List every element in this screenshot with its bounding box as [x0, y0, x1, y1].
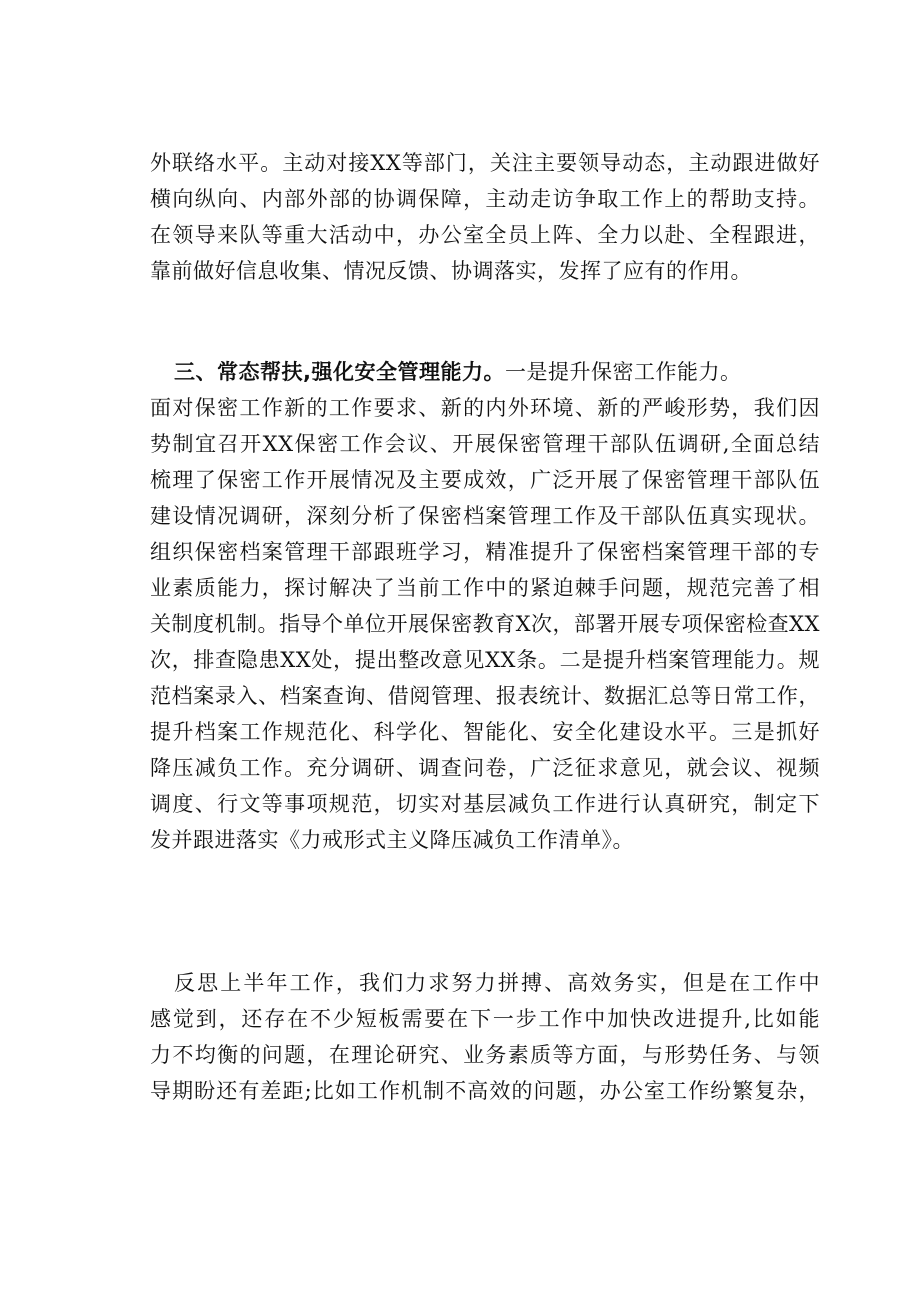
- paragraph-line: 降压减负工作。充分调研、调查问卷，广泛征求意见，就会议、视频: [150, 756, 820, 780]
- paragraph-line: 横向纵向、内部外部的协调保障，主动走访争取工作上的帮助支持。: [150, 187, 820, 211]
- paragraph-line: 导期盼还有差距;比如工作机制不高效的问题，办公室工作纷繁复杂，: [150, 1079, 820, 1103]
- paragraph-line: 提升档案工作规范化、科学化、智能化、安全化建设水平。三是抓好: [150, 720, 820, 744]
- paragraph-line: 发并跟进落实《力戒形式主义降压减负工作清单》。: [150, 828, 634, 852]
- paragraph-line: 外联络水平。主动对接XX等部门，关注主要领导动态，主动跟进做好: [150, 151, 820, 175]
- paragraph-line: 组织保密档案管理干部跟班学习，精准提升了保密档案管理干部的专: [150, 540, 820, 564]
- paragraph-line: 感觉到，还存在不少短板需要在下一步工作中加快改进提升,比如能: [150, 1007, 820, 1031]
- paragraph-1: [150, 145, 820, 289]
- paragraph-line: 力不均衡的问题，在理论研究、业务素质等方面，与形势任务、与领: [150, 1043, 820, 1067]
- paragraph-line: 次，排查隐患XX处，提出整改意见XX条。二是提升档案管理能力。规: [150, 648, 820, 672]
- paragraph-line: 关制度机制。指导个单位开展保密教育X次，部署开展专项保密检查XX: [150, 612, 820, 636]
- paragraph-2: [150, 354, 820, 858]
- paragraph-line: 调度、行文等事项规范，切实对基层减负工作进行认真研究，制定下: [150, 792, 820, 816]
- section-first-sentence: 一是提升保密工作能力。: [504, 360, 742, 384]
- paragraph-line: 面对保密工作新的工作要求、新的内外环境、新的严峻形势，我们因: [150, 396, 820, 420]
- paragraph-line: 反思上半年工作，我们力求努力拼搏、高效务实，但是在工作中: [174, 971, 820, 995]
- paragraph-3: [150, 965, 820, 1109]
- section-heading-line: [150, 354, 820, 390]
- paragraph-line: 在领导来队等重大活动中，办公室全员上阵、全力以赴、全程跟进，: [150, 223, 820, 247]
- section-heading: 三、常态帮扶,强化安全管理能力。: [174, 360, 505, 384]
- paragraph-line: 梳理了保密工作开展情况及主要成效，广泛开展了保密管理干部队伍: [150, 468, 820, 492]
- paragraph-line: 业素质能力，探讨解决了当前工作中的紧迫棘手问题，规范完善了相: [150, 576, 820, 600]
- paragraph-line: 范档案录入、档案查询、借阅管理、报表统计、数据汇总等日常工作，: [150, 684, 820, 708]
- paragraph-line: 建设情况调研，深刻分析了保密档案管理工作及干部队伍真实现状。: [150, 504, 820, 528]
- paragraph-line: 靠前做好信息收集、情况反馈、协调落实，发挥了应有的作用。: [150, 259, 752, 283]
- paragraph-line: 势制宜召开XX保密工作会议、开展保密管理干部队伍调研,全面总结: [150, 432, 820, 456]
